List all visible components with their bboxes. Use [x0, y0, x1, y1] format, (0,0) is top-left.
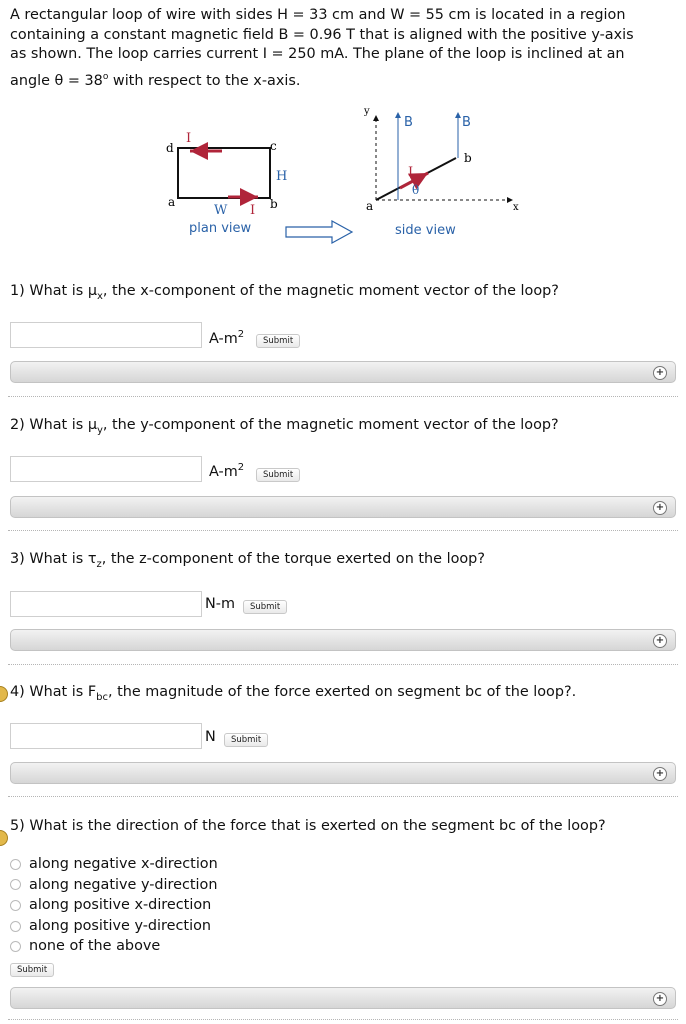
radio-button[interactable] — [10, 900, 21, 911]
intro-line-2: containing a constant magnetic field B = 0.96 T that is aligned with the positive y-axis — [10, 26, 634, 43]
y-axis-label: y — [364, 106, 370, 117]
expand-plus-icon[interactable]: + — [653, 767, 667, 781]
radio-button[interactable] — [10, 941, 21, 952]
option-neg-x[interactable]: along negative x-direction — [10, 854, 218, 875]
answer-input-3[interactable] — [10, 591, 202, 617]
radio-button[interactable] — [10, 879, 21, 890]
option-neg-y[interactable]: along negative y-direction — [10, 875, 218, 896]
flag-marker-icon — [0, 686, 8, 702]
side-corner-a: a — [366, 199, 374, 213]
submit-button-3[interactable]: Submit — [243, 600, 287, 614]
question-2: 2) What is $\mu_y$, the y-component of the magnetic moment vector of the loop? — [10, 417, 559, 436]
b-field-label-1: B — [404, 115, 413, 130]
plan-view-label: plan view — [189, 221, 252, 236]
unit-2: $A-m^2$ — [209, 462, 245, 480]
submit-button-2[interactable]: Submit — [256, 468, 300, 482]
hint-bar-2[interactable] — [10, 496, 676, 518]
corner-a: a — [168, 195, 176, 209]
submit-button-4[interactable]: Submit — [224, 733, 268, 747]
answer-input-4[interactable] — [10, 723, 202, 749]
transition-arrow — [286, 221, 352, 243]
answer-input-1[interactable] — [10, 322, 202, 348]
question-4: 4) What is $F_{bc}$, the magnitude of the force exerted on segment bc of the loop?. — [10, 684, 577, 703]
hint-bar-5[interactable] — [10, 987, 676, 1009]
submit-button-1[interactable]: Submit — [256, 334, 300, 348]
current-label-top: I — [186, 131, 192, 146]
loop-rectangle — [178, 148, 270, 198]
expand-plus-icon[interactable]: + — [653, 501, 667, 515]
question-3: 3) What is $\tau_z$, the z-component of the torque exerted on the loop? — [10, 551, 485, 570]
expand-plus-icon[interactable]: + — [653, 992, 667, 1006]
expand-plus-icon[interactable]: + — [653, 634, 667, 648]
x-axis-label: x — [513, 202, 519, 213]
unit-4: N — [205, 729, 216, 745]
option-pos-y[interactable]: along positive y-direction — [10, 916, 218, 937]
intro-line-4: angle $\theta = 38^o$ with respect to the x-axis. — [10, 71, 301, 89]
radio-button[interactable] — [10, 921, 21, 932]
answer-input-2[interactable] — [10, 456, 202, 482]
unit-1: $A-m^2$ — [209, 329, 245, 347]
side-view-diagram — [363, 106, 519, 238]
hint-bar-3[interactable] — [10, 629, 676, 651]
side-current-label: I — [408, 165, 414, 180]
divider — [8, 530, 678, 531]
corner-d: d — [166, 141, 174, 155]
intro-line-1: A rectangular loop of wire with sides H = 33 cm and W = 55 cm is located in a region — [10, 7, 626, 23]
plan-view-diagram — [166, 131, 287, 236]
question-5: 5) What is the direction of the force that is exerted on the segment bc of the loop? — [10, 818, 606, 834]
theta-label: θ — [412, 183, 420, 197]
side-view-label: side view — [395, 223, 456, 238]
expand-plus-icon[interactable]: + — [653, 366, 667, 380]
height-label: H — [276, 169, 288, 184]
option-pos-x[interactable]: along positive x-direction — [10, 895, 218, 916]
flag-marker-icon — [0, 830, 8, 846]
b-field-label-2: B — [462, 115, 471, 130]
radio-button[interactable] — [10, 859, 21, 870]
unit-3: N-m — [205, 596, 235, 612]
divider — [8, 664, 678, 665]
corner-c: c — [270, 139, 277, 153]
intro-line-3: as shown. The loop carries current I = 250 mA. The plane of the loop is inclined at an — [10, 46, 625, 62]
question-1: 1) What is $\mu_x$, the x-component of the magnetic moment vector of the loop? — [10, 283, 559, 302]
problem-statement — [10, 6, 674, 91]
hint-bar-4[interactable] — [10, 762, 676, 784]
divider — [8, 1019, 678, 1020]
corner-b: b — [270, 197, 278, 211]
hint-bar-1[interactable] — [10, 361, 676, 383]
side-corner-b: b — [464, 151, 472, 165]
option-none[interactable]: none of the above — [10, 936, 218, 957]
current-label-bottom: I — [250, 203, 256, 218]
divider — [8, 396, 678, 397]
problem-figure — [0, 100, 686, 250]
divider — [8, 796, 678, 797]
width-label: W — [214, 203, 228, 218]
submit-button-5[interactable]: Submit — [10, 963, 54, 977]
direction-options — [10, 854, 218, 957]
